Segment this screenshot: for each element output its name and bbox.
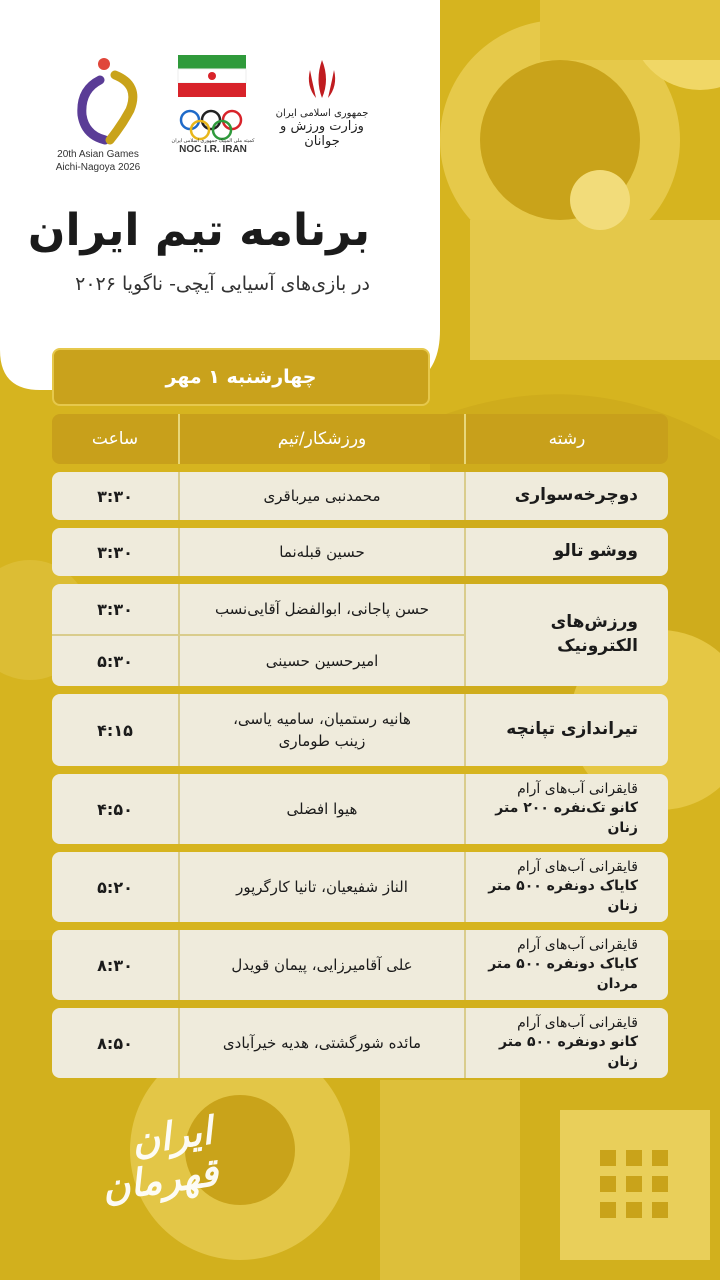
cell-time: ۵:۲۰: [97, 877, 133, 897]
cell-sport: تیراندازی تپانچه: [506, 719, 638, 740]
cell-time: ۳:۳۰: [97, 599, 133, 619]
asian-games-caption: [48, 148, 148, 174]
cell-athlete: محمدنبی میرباقری: [178, 472, 466, 520]
cell-time: ۴:۵۰: [97, 799, 133, 819]
cell-sport: ورزش‌های الکترونیک: [550, 612, 638, 656]
cell-time: ۸:۵۰: [97, 1033, 133, 1053]
signature-logo: ایران قهرمان: [99, 1107, 221, 1210]
asian-games-line2: Aichi-Nagoya 2026: [55, 162, 141, 173]
cell-sport: [466, 1008, 668, 1078]
sport-category: قایقرانی آب‌های آرام: [517, 858, 638, 875]
cell-sport: ووشو تالو: [553, 541, 638, 562]
page-subtitle: در بازی‌های آسیایی آیچی- ناگویا ۲۰۲۶: [75, 273, 370, 295]
cell-athlete-2: امیرحسین حسینی: [178, 636, 466, 686]
cell-time: ۸:۳۰: [97, 955, 133, 975]
date-banner: چهارشنبه ۱ مهر: [52, 348, 430, 406]
cell-athlete: علی آقامیرزایی، پیمان قویدل: [178, 930, 466, 1000]
athlete-line1: هانیه رستمیان، سامیه یاسی،: [233, 709, 411, 728]
table-header: [52, 414, 668, 464]
header-time: ساعت: [91, 429, 139, 449]
cell-time: ۳:۳۰: [97, 486, 133, 506]
sport-category: قایقرانی آب‌های آرام: [517, 1014, 638, 1031]
ministry-caption: [262, 108, 382, 149]
cell-athlete: [178, 694, 466, 766]
table-row: [52, 930, 668, 1000]
cell-sport: [466, 774, 668, 844]
table-row: [52, 472, 668, 520]
cell-time: ۳:۳۰: [97, 542, 133, 562]
cell-time-2: ۵:۳۰: [97, 651, 133, 671]
iran-emblem-icon: [309, 60, 335, 98]
sport-event: کایاک دونفره ۵۰۰ متر مردان: [488, 956, 638, 992]
cell-athlete: مائده شورگشتی، هدیه خیرآبادی: [178, 1008, 466, 1078]
page-title: برنامه تیم ایران: [27, 205, 370, 256]
table-row: [52, 528, 668, 576]
table-row: [52, 1008, 668, 1078]
asian-games-line1: 20th Asian Games: [57, 149, 139, 160]
sport-event: کانو دونفره ۵۰۰ متر زنان: [499, 1034, 638, 1070]
table-row: [52, 584, 668, 686]
cell-sport: [466, 930, 668, 1000]
ministry-line1: جمهوری اسلامی ایران: [275, 108, 369, 119]
iran-flag-icon: [178, 55, 246, 97]
cell-sport: دوچرخه‌سواری: [514, 485, 638, 506]
noc-caption: [168, 138, 258, 155]
ministry-line2: وزارت ورزش و جوانان: [280, 119, 364, 149]
header-athlete: ورزشکار/تیم: [178, 414, 466, 464]
sport-category: قایقرانی آب‌های آرام: [517, 780, 638, 797]
noc-label: NOC I.R. IRAN: [179, 144, 247, 155]
noc-persian: کمیته ملی المپیک جمهوری اسلامی ایران: [171, 138, 255, 144]
asian-games-logo: [82, 58, 133, 140]
cell-athlete: الناز شفیعیان، تانیا کارگرپور: [178, 852, 466, 922]
table-row: [52, 774, 668, 844]
cell-athlete: حسین قبله‌نما: [178, 528, 466, 576]
sport-event: کایاک دونفره ۵۰۰ متر زنان: [488, 878, 638, 914]
sport-category: قایقرانی آب‌های آرام: [517, 936, 638, 953]
table-row: [52, 852, 668, 922]
header-sport: رشته: [548, 429, 586, 449]
cell-athlete: هیوا افضلی: [178, 774, 466, 844]
cell-athlete: حسن پاجانی، ابوالفضل آقایی‌نسب: [178, 584, 466, 634]
athlete-line2: زینب طوماری: [278, 732, 366, 750]
cell-sport: [466, 852, 668, 922]
cell-time: ۴:۱۵: [97, 720, 133, 740]
olympic-rings-icon: [181, 111, 241, 139]
sport-event: کانو تک‌نفره ۲۰۰ متر زنان: [495, 800, 638, 836]
table-row: [52, 694, 668, 766]
